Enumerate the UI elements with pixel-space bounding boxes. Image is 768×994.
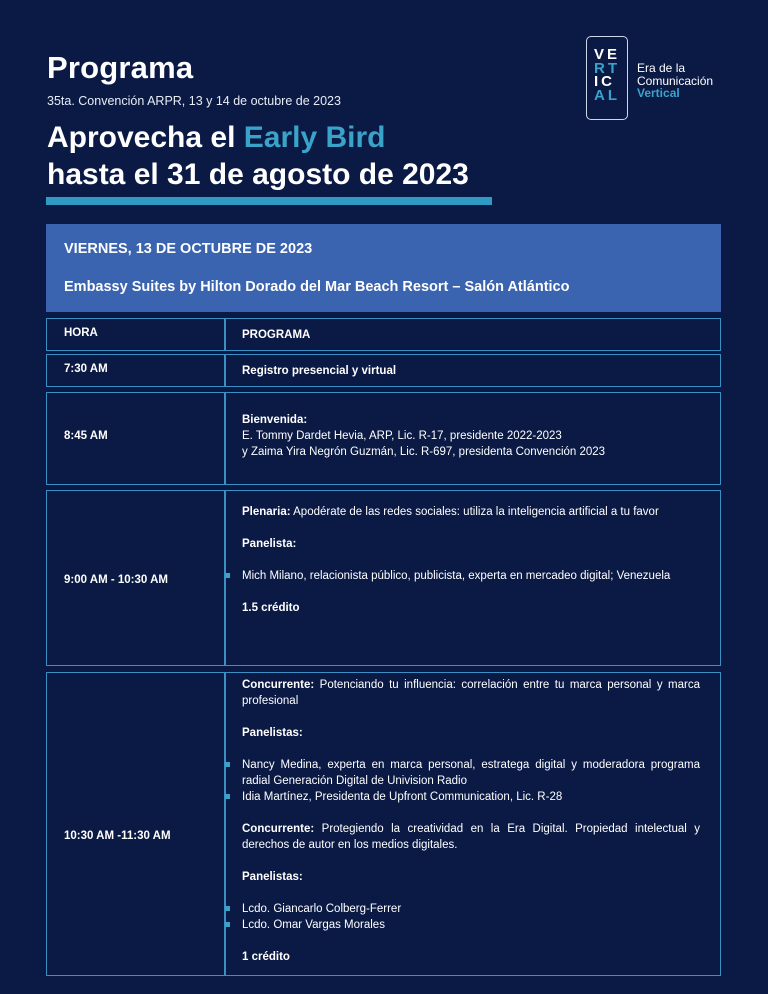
row-time: 10:30 AM -11:30 AM	[64, 830, 171, 842]
row-program: Registro presencial y virtual	[242, 365, 397, 377]
bullet-square-icon	[225, 573, 230, 578]
list-item	[242, 917, 700, 933]
bullet-square-icon	[225, 794, 230, 799]
logo-line3: Vertical	[637, 86, 680, 100]
row-time: 9:00 AM - 10:30 AM	[64, 574, 168, 586]
panel-label: Panelista:	[242, 538, 297, 550]
list-item	[242, 757, 700, 789]
session-label: Bienvenida:	[242, 414, 308, 426]
panel-label: Panelistas:	[242, 871, 303, 883]
session-title: Potenciando tu influencia: correlación entre tu marca personal y marca profesional	[242, 679, 700, 707]
row-program	[242, 412, 700, 460]
logo-letters-row1: VE	[594, 46, 621, 63]
list-item	[242, 901, 700, 917]
page-title: Programa	[47, 50, 194, 85]
headline-line2: hasta el 31 de agosto de 2023	[47, 158, 469, 191]
table-row	[46, 354, 721, 387]
session-label: Concurrente:	[242, 679, 315, 691]
column-divider	[224, 673, 226, 975]
row-time: 8:45 AM	[64, 430, 108, 442]
headline-accent: Early Bird	[243, 121, 386, 154]
row-program	[242, 677, 700, 965]
column-header-program: PROGRAMA	[242, 329, 311, 341]
credit-label: 1 crédito	[242, 951, 290, 963]
table-row	[46, 490, 721, 666]
logo-text	[637, 62, 713, 100]
headline-underline	[46, 197, 492, 205]
panelist-name: Mich Milano, relacionista público, publicista, experta en mercadeo digital; Venezuela	[242, 570, 671, 582]
column-divider	[224, 319, 226, 350]
bullet-square-icon	[225, 762, 230, 767]
page-subtitle: 35ta. Convención ARPR, 13 y 14 de octubre de 2023	[47, 94, 341, 108]
row-time: 7:30 AM	[64, 363, 108, 375]
column-divider	[224, 355, 226, 386]
column-header-time: HORA	[64, 327, 98, 339]
logo-letters-row4: AL	[594, 86, 620, 104]
session-label: Concurrente:	[242, 823, 315, 835]
logo-letters-row3: IC	[594, 73, 615, 90]
panelist-name: Idia Martínez, Presidenta de Upfront Communication, Lic. R-28	[242, 791, 563, 803]
panelist-name: Lcdo. Giancarlo Colberg-Ferrer	[242, 903, 402, 915]
column-divider	[224, 393, 226, 484]
table-row	[46, 672, 721, 976]
day-header	[46, 224, 721, 312]
logo-letters	[594, 48, 620, 102]
session-title: Protegiendo la creatividad en la Era Digital. Propiedad intelectual y derechos de autor en los medios digitales.	[242, 823, 700, 851]
bullet-square-icon	[225, 906, 230, 911]
logo-letters-row2: RT	[594, 59, 620, 77]
panelist-name: Nancy Medina, experta en marca personal, estratega digital y moderadora programa radial Generación Digital de Univision Radio	[242, 759, 700, 787]
credit-label: 1.5 crédito	[242, 602, 300, 614]
welcome-line1: E. Tommy Dardet Hevia, ARP, Lic. R-17, presidente 2022-2023	[242, 430, 562, 442]
row-program	[242, 504, 700, 616]
bullet-square-icon	[225, 922, 230, 927]
session-label: Plenaria:	[242, 506, 291, 518]
list-item	[242, 568, 700, 584]
welcome-line2: y Zaima Yira Negrón Guzmán, Lic. R-697, presidenta Convención 2023	[242, 446, 606, 458]
panelist-name: Lcdo. Omar Vargas Morales	[242, 919, 385, 931]
session-title: Apodérate de las redes sociales: utiliza la inteligencia artificial a tu favor	[290, 506, 659, 518]
day-venue: Embassy Suites by Hilton Dorado del Mar Beach Resort – Salón Atlántico	[64, 279, 570, 295]
logo-line1: Era de la	[637, 61, 686, 75]
column-divider	[224, 491, 226, 665]
list-item	[242, 789, 700, 805]
logo-line2: Comunicación	[637, 73, 714, 88]
day-date: VIERNES, 13 DE OCTUBRE DE 2023	[64, 241, 313, 257]
panel-label: Panelistas:	[242, 727, 303, 739]
table-header-row	[46, 318, 721, 351]
headline-part1: Aprovecha el	[47, 121, 244, 154]
table-row	[46, 392, 721, 485]
headline	[47, 119, 469, 193]
